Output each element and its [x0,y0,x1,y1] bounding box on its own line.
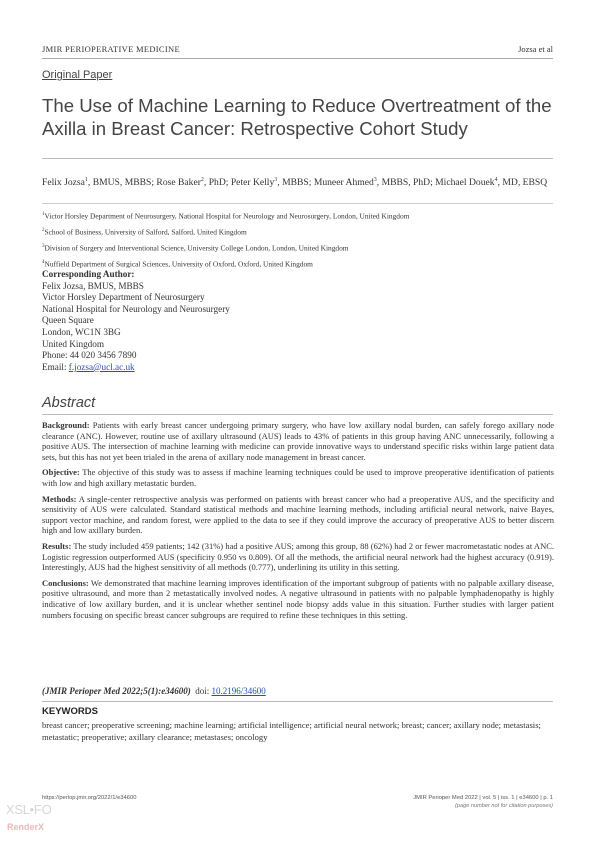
keywords-heading: KEYWORDS [42,706,98,717]
footer-citation: JMIR Perioper Med 2022 | vol. 5 | iss. 1 | e34600 | p. 1 [413,795,553,801]
doi-label: doi: [195,686,212,696]
abstract-section-text: A single-center retrospective analysis was performed on patients with breast cancer who had a preoperative AUS, and the specificity and sensitivity of AUS were calculated. Standard statistical methods and machine learning methods, including artificial neural network, naive Bayes, support vector machine, and random forest, were applied to the data to see if they could improve the accuracy of preoperative AUS to better discern high and low axillary burden. [42,493,554,536]
email-link[interactable]: f.jozsa@ucl.ac.uk [68,361,135,372]
running-authors: Jozsa et al [518,44,553,54]
corresponding-phone: Phone: 44 020 3456 7890 [42,350,137,361]
abstract-section-label: Background: [42,420,90,430]
author-affiliation-ref: 3 [373,177,377,183]
corresponding-address-line: National Hospital for Neurology and Neurosurgery [42,303,230,314]
corresponding-heading: Corresponding Author: [42,269,135,279]
author-degree: , PhD; [203,177,231,189]
corresponding-address-line: United Kingdom [42,338,105,349]
affiliation-number: 1 [42,212,45,217]
affiliation-text: Nuffield Department of Surgical Sciences, University of Oxford, Oxford, United Kingdom [44,259,313,269]
author-degree: , MBBS, PhD; [376,177,436,189]
author-name: Michael Douek [435,177,495,189]
corresponding-email-row [42,362,230,374]
xsl-fo-logo [6,802,52,838]
author-name: Peter Kelly [230,177,275,189]
affiliation-item [42,224,557,240]
citation-reference: (JMIR Perioper Med 2022;5(1):e34600) [42,686,191,696]
corresponding-name: Felix Jozsa, BMUS, MBBS [42,280,144,291]
abstract-section [42,578,554,620]
author-name: Felix Jozsa [42,177,85,189]
abstract-section [42,541,554,573]
citation-line [42,686,266,696]
abstract-heading: Abstract [42,395,96,411]
footer-url[interactable]: https://periop.jmir.org/2022/1/e34600 [42,795,137,801]
email-label: Email: [42,361,69,372]
author-list [42,174,557,189]
journal-name: JMIR PERIOPERATIVE MEDICINE [42,44,180,54]
abstract-section-label: Objective: [42,467,80,478]
doi-link[interactable]: 10.2196/34600 [211,686,266,696]
abstract-section [42,467,554,488]
abstract-section [42,420,554,462]
corresponding-address-line: London, WC1N 3BG [42,326,121,337]
abstract-section-text: The objective of this study was to assess if machine learning techniques could be used to improve preoperative identification of patients with low and high axillary metastatic burden. [42,467,554,488]
abstract-section-label: Conclusions: [42,577,89,588]
author-affiliation-ref: 1 [84,177,88,183]
abstract-section [42,494,554,536]
footer-note: (page number not for citation purposes) [455,803,553,809]
author-affiliation-ref: 2 [200,177,204,183]
affiliation-number: 3 [42,244,45,250]
keywords-divider [42,701,553,702]
affiliation-text: Victor Horsley Department of Neurosurgery, National Hospital for Neurology and Neurosurgery, London, United Kingdom [44,211,410,221]
affiliation-text: Division of Surgery and Interventional Science, University College London, London, United Kingdom [44,243,349,253]
article-type: Original Paper [42,69,113,81]
affiliation-number: 4 [42,260,45,266]
author-affiliation-ref: 3 [274,177,278,183]
affiliation-divider [42,203,553,204]
title-divider [42,158,553,159]
corresponding-address-line: Victor Horsley Department of Neurosurgery [42,292,205,303]
abstract-body [42,420,554,625]
author-degree: , MBBS; [277,177,314,189]
author-name: Muneer Ahmed [313,177,374,189]
corresponding-author [42,269,230,373]
logo-top-text: XSL•FO [6,802,52,817]
corresponding-address-line: Queen Square [42,315,94,326]
abstract-section-text: We demonstrated that machine learning improves identification of the important subgroup of patients with no palpable axillary disease, positive ultrasound, and more than 2 metastatically involved nodes. A negative ultrasound in patients with no palpable lymphadenopathy is highly indicative of low axillary burden, and it is unclear whether sentinel node biopsy adds value in this situation. Further studies with larger patient numbers focusing on specific breast cancer subgroups are required to refine these techniques in this setting. [42,577,554,620]
abstract-section-label: Methods: [42,493,77,504]
affiliation-text: School of Business, University of Salford, Salford, United Kingdom [44,227,247,237]
author-affiliation-ref: 4 [494,177,498,183]
keywords-list: breast cancer; preoperative screening; machine learning; artificial intelligence; artificial neural network; breast; cancer; axillary node; metastasis; metastatic; preoperative; axillary clearance; metastases; oncology [42,720,541,742]
abstract-section-label: Results: [42,540,72,551]
abstract-section-text: The study included 459 patients; 142 (31%) had a positive AUS; among this group, 88 (62%) had 2 or fewer macrometastatic nodes at ANC. Logistic regression outperformed AUS (specificity 0.950 vs 0.809). Of all the methods, the artificial neural network had the highest accuracy (0.919). Interestingly, AUS had the highest sensitivity of all methods (0.777), underlining its utility in this setting. [42,540,554,573]
author-degree: , BMUS, MBBS; [87,177,157,189]
affiliation-item [42,240,557,256]
author-degree: , MD, EBSQ [497,177,548,189]
logo-bottom-text: RenderX [7,822,45,832]
affiliation-list [42,208,557,272]
affiliation-number: 2 [42,228,45,234]
affiliation-item [42,208,557,224]
header-divider [42,58,553,59]
abstract-divider [42,414,553,415]
author-name: Rose Baker [156,177,201,189]
abstract-section-text: Patients with early breast cancer undergoing primary surgery, who have low axillary nodal burden, can safely forego axillary node clearance (ANC). However, routine use of axillary ultrasound (AUS) leads to 43% of patients in this group having ANC unnecessarily, following a positive AUS. The intersection of machine learning with medicine can provide innovative ways to understand specific risks within large patient data sets, but this has not yet been trialed in the arena of axillary node management in breast cancer. [42,420,554,462]
article-title: The Use of Machine Learning to Reduce Overtreatment of the Axilla in Breast Cancer: Retrospective Cohort Study [42,95,552,139]
